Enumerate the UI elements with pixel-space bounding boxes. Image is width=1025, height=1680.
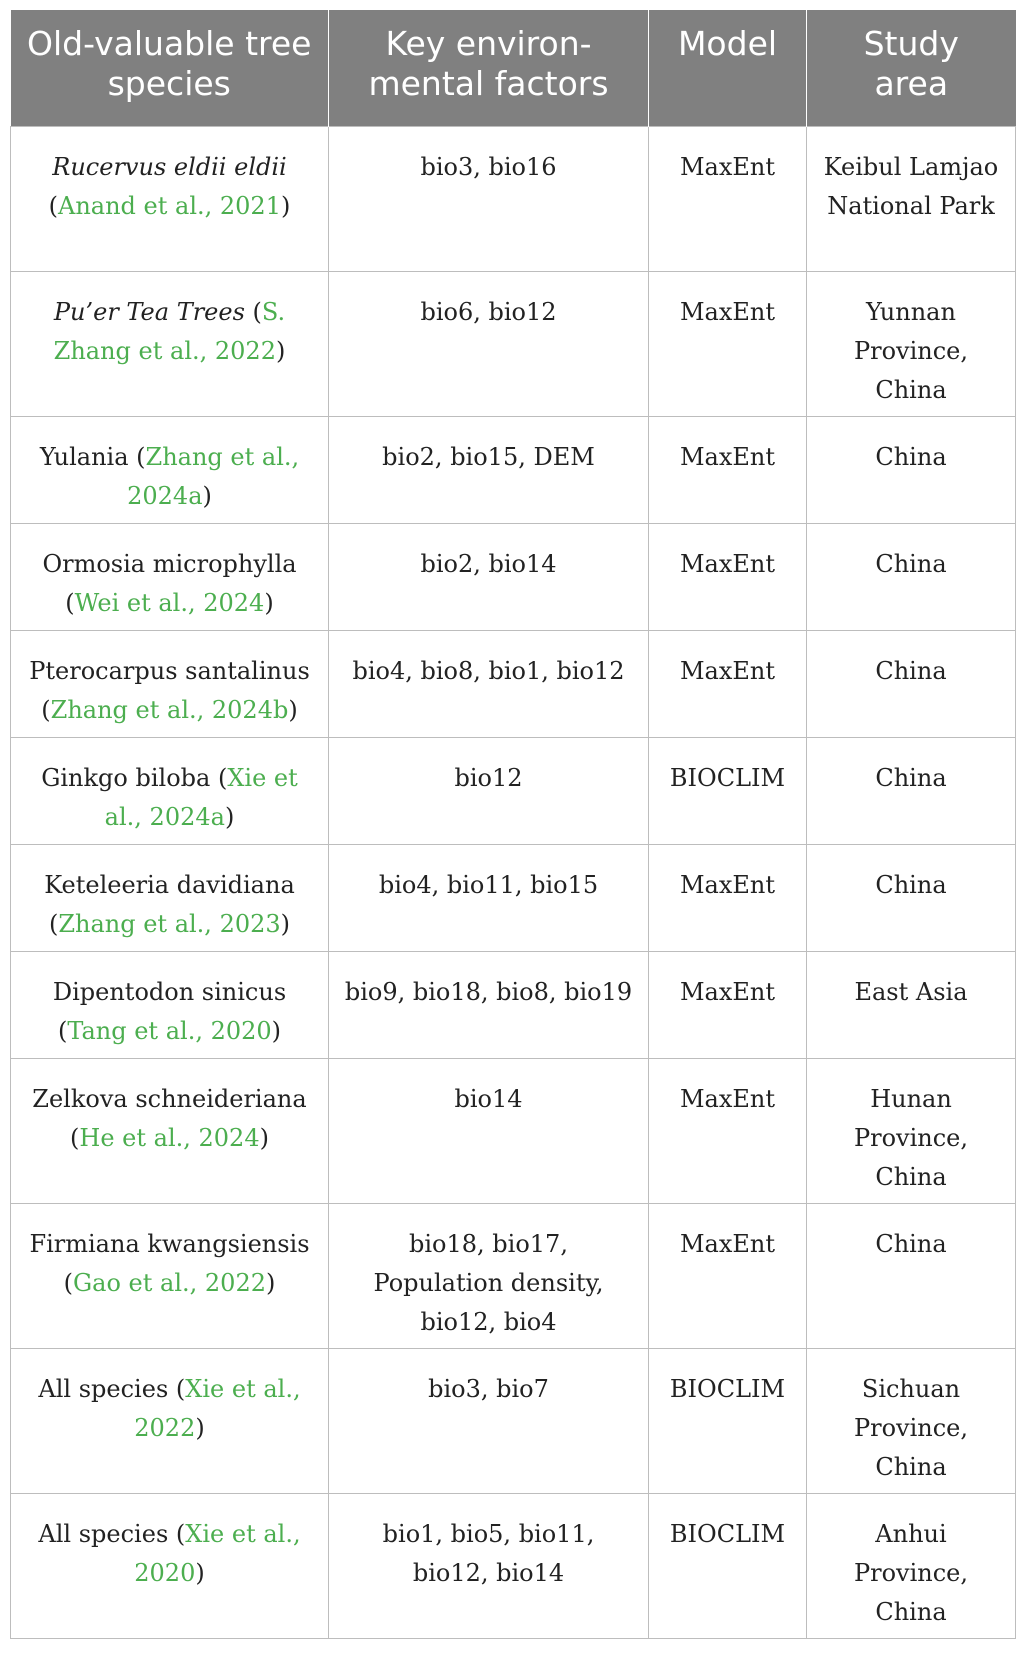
open-paren: ( bbox=[128, 442, 146, 471]
model-cell: MaxEnt bbox=[649, 126, 807, 271]
factors-cell: bio12 bbox=[329, 737, 649, 844]
citation-link[interactable]: S. Zhang et al., 2022 bbox=[53, 297, 286, 365]
open-paren: ( bbox=[57, 977, 294, 1045]
table-row bbox=[11, 416, 1016, 523]
area-cell: Anhui Province, China bbox=[807, 1493, 1016, 1638]
model-cell: BIOCLIM bbox=[649, 737, 807, 844]
factors-cell: bio3, bio16 bbox=[329, 126, 649, 271]
species-name: Zelkova schneideriana bbox=[32, 1084, 307, 1113]
table-row bbox=[11, 737, 1016, 844]
area-cell: China bbox=[807, 844, 1016, 951]
close-paren: ) bbox=[224, 802, 235, 831]
citation-link[interactable]: Xie et al., 2022 bbox=[134, 1374, 301, 1442]
species-cell bbox=[11, 1203, 329, 1348]
factors-cell: bio4, bio8, bio1, bio12 bbox=[329, 630, 649, 737]
citation-link[interactable]: Tang et al., 2020 bbox=[67, 1016, 272, 1045]
species-cell bbox=[11, 126, 329, 271]
species-name: Firmiana kwangsiensis bbox=[29, 1229, 310, 1258]
close-paren: ) bbox=[275, 336, 286, 365]
factors-cell: bio4, bio11, bio15 bbox=[329, 844, 649, 951]
close-paren: ) bbox=[195, 1413, 205, 1442]
species-name: Rucervus eldii eldii bbox=[52, 152, 287, 181]
species-name: Yulania bbox=[39, 442, 129, 471]
open-paren: ( bbox=[41, 656, 318, 724]
close-paren: ) bbox=[195, 1558, 205, 1587]
table-row bbox=[11, 844, 1016, 951]
area-cell: China bbox=[807, 523, 1016, 630]
model-cell: MaxEnt bbox=[649, 416, 807, 523]
species-cell bbox=[11, 951, 329, 1058]
factors-cell: bio3, bio7 bbox=[329, 1348, 649, 1493]
close-paren: ) bbox=[265, 1268, 276, 1297]
model-cell: MaxEnt bbox=[649, 523, 807, 630]
citation-link[interactable]: Xie et al., 2020 bbox=[134, 1519, 301, 1587]
factors-cell: bio2, bio14 bbox=[329, 523, 649, 630]
factors-cell: bio9, bio18, bio8, bio19 bbox=[329, 951, 649, 1058]
model-cell: MaxEnt bbox=[649, 1058, 807, 1203]
area-cell: Hunan Province, China bbox=[807, 1058, 1016, 1203]
area-cell: Sichuan Province, China bbox=[807, 1348, 1016, 1493]
area-cell: Keibul Lamjao National Park bbox=[807, 126, 1016, 271]
table-row bbox=[11, 1058, 1016, 1203]
factors-cell: bio2, bio15, DEM bbox=[329, 416, 649, 523]
species-name: Keteleeria davidiana bbox=[44, 870, 295, 899]
table-row bbox=[11, 1493, 1016, 1638]
species-cell bbox=[11, 844, 329, 951]
factors-cell: bio14 bbox=[329, 1058, 649, 1203]
citation-link[interactable]: Zhang et al., 2024a bbox=[127, 442, 300, 510]
header-area: Study area bbox=[807, 10, 1016, 126]
citation-link[interactable]: Wei et al., 2024 bbox=[74, 588, 265, 617]
species-name: Ginkgo biloba bbox=[41, 763, 211, 792]
species-name: Pterocarpus santalinus bbox=[29, 656, 310, 685]
table-row bbox=[11, 630, 1016, 737]
table-row bbox=[11, 271, 1016, 416]
model-cell: MaxEnt bbox=[649, 271, 807, 416]
header-factors: Key environ-mental factors bbox=[329, 10, 649, 126]
area-cell: China bbox=[807, 416, 1016, 523]
species-cell bbox=[11, 737, 329, 844]
citation-link[interactable]: He et al., 2024 bbox=[79, 1123, 260, 1152]
model-cell: BIOCLIM bbox=[649, 1493, 807, 1638]
table-row bbox=[11, 951, 1016, 1058]
open-paren: ( bbox=[70, 1084, 315, 1152]
open-paren: ( bbox=[48, 152, 295, 220]
area-cell: East Asia bbox=[807, 951, 1016, 1058]
close-paren: ) bbox=[202, 481, 212, 510]
citation-link[interactable]: Xie et al., 2024a bbox=[104, 763, 298, 831]
table-row bbox=[11, 1203, 1016, 1348]
citation-link[interactable]: Gao et al., 2022 bbox=[73, 1268, 266, 1297]
species-cell bbox=[11, 1348, 329, 1493]
citation-link[interactable]: Anand et al., 2021 bbox=[58, 191, 281, 220]
species-name: Dipentodon sinicus bbox=[52, 977, 287, 1006]
open-paren: ( bbox=[210, 763, 228, 792]
species-cell bbox=[11, 523, 329, 630]
open-paren: ( bbox=[48, 870, 303, 938]
factors-cell: bio1, bio5, bio11, bio12, bio14 bbox=[329, 1493, 649, 1638]
area-cell: China bbox=[807, 630, 1016, 737]
model-cell: MaxEnt bbox=[649, 630, 807, 737]
close-paren: ) bbox=[280, 191, 291, 220]
factors-cell: bio6, bio12 bbox=[329, 271, 649, 416]
open-paren: ( bbox=[168, 1374, 186, 1403]
species-name: All species bbox=[38, 1374, 169, 1403]
species-table bbox=[10, 10, 1016, 1639]
model-cell: BIOCLIM bbox=[649, 1348, 807, 1493]
citation-link[interactable]: Zhang et al., 2024b bbox=[50, 695, 289, 724]
species-name: Pu’er Tea Trees bbox=[53, 297, 245, 326]
factors-cell: bio18, bio17, Population density, bio12, bio4 bbox=[329, 1203, 649, 1348]
table-row bbox=[11, 1348, 1016, 1493]
table-row bbox=[11, 126, 1016, 271]
open-paren: ( bbox=[244, 297, 262, 326]
header-species: Old-valuable tree species bbox=[11, 10, 329, 126]
species-name: Ormosia microphylla bbox=[42, 549, 297, 578]
header-row bbox=[11, 10, 1016, 126]
species-cell bbox=[11, 1058, 329, 1203]
species-cell bbox=[11, 416, 329, 523]
open-paren: ( bbox=[65, 549, 305, 617]
close-paren: ) bbox=[271, 1016, 282, 1045]
close-paren: ) bbox=[280, 909, 291, 938]
species-cell bbox=[11, 1493, 329, 1638]
area-cell: Yunnan Province, China bbox=[807, 271, 1016, 416]
species-cell bbox=[11, 271, 329, 416]
table-row bbox=[11, 523, 1016, 630]
species-cell bbox=[11, 630, 329, 737]
area-cell: China bbox=[807, 1203, 1016, 1348]
model-cell: MaxEnt bbox=[649, 951, 807, 1058]
close-paren: ) bbox=[288, 695, 298, 724]
citation-link[interactable]: Zhang et al., 2023 bbox=[58, 909, 281, 938]
open-paren: ( bbox=[63, 1229, 318, 1297]
header-model: Model bbox=[649, 10, 807, 126]
close-paren: ) bbox=[259, 1123, 269, 1152]
open-paren: ( bbox=[168, 1519, 186, 1548]
model-cell: MaxEnt bbox=[649, 1203, 807, 1348]
area-cell: China bbox=[807, 737, 1016, 844]
close-paren: ) bbox=[264, 588, 274, 617]
species-name: All species bbox=[38, 1519, 169, 1548]
model-cell: MaxEnt bbox=[649, 844, 807, 951]
